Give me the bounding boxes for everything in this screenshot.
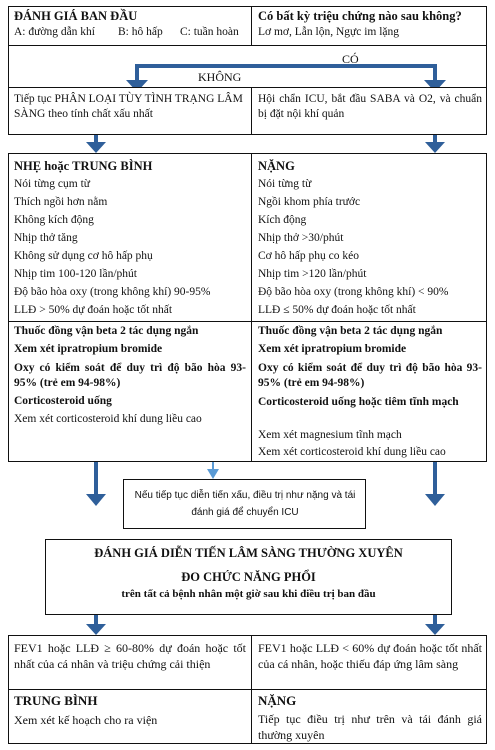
mild-to-reassess-arrow	[86, 494, 106, 506]
mild-sign: Không sử dụng cơ hô hấp phụ	[14, 250, 153, 262]
severe-sign: Cơ hô hấp phụ co kéo	[258, 250, 359, 262]
mild-title: NHẸ hoặc TRUNG BÌNH	[14, 159, 153, 173]
mild-sign: Nói từng cụm từ	[14, 178, 91, 190]
mild-divider	[8, 321, 252, 322]
severe-sign: LLĐ ≤ 50% dự đoán hoặc tốt nhất	[258, 304, 416, 316]
symptom-question: Có bất kỳ triệu chứng nào sau không?	[258, 9, 462, 23]
severe-sign: Ngồi khom phía trước	[258, 196, 361, 208]
worsening-note: Nếu tiếp tục diễn tiến xấu, điều trị như nặng và tái đánh giá để chuyển ICU	[134, 490, 356, 518]
decision-connector	[135, 64, 437, 68]
continue-classification-text: Tiếp tục PHÂN LOẠI TÙY TÌNH TRẠNG LÂM SÀNG theo tính chất xấu nhất	[14, 93, 243, 120]
initial-assessment-title: ĐÁNH GIÁ BAN ĐẦU	[14, 9, 138, 23]
severe-treatment: Xem xét magnesium tĩnh mạch	[258, 429, 402, 441]
yes-label: CÓ	[342, 52, 359, 66]
severe-treatment: Thuốc đồng vận beta 2 tác dụng ngắn	[258, 325, 443, 337]
severe-to-reassess-stem	[433, 462, 437, 498]
severe-treatment: Xem xét corticosteroid khí dung liều cao	[258, 446, 446, 458]
mild-treatment: Xem xét corticosteroid khí dung liều cao	[14, 413, 202, 425]
severe-arrow-head	[425, 142, 445, 153]
severe-sign: Nhịp thở >30/phút	[258, 232, 344, 244]
severe-title: NẶNG	[258, 159, 295, 173]
abc-airway: A: đường dẫn khí	[14, 26, 95, 38]
mild-treatment: Corticosteroid uống	[14, 395, 112, 407]
discharge-plan: Xem xét kế hoạch cho ra viện	[14, 713, 158, 727]
icu-consult-text: Hội chẩn ICU, bắt đầu SABA và O2, và chuẩn bị đặt nội khí quản	[258, 93, 482, 120]
moderate-outcome-title: TRUNG BÌNH	[14, 693, 98, 708]
mild-sign: Độ bão hòa oxy (trong không khí) 90-95%	[14, 286, 211, 298]
reassessment-note: trên tất cả bệnh nhân một giờ sau khi điều trị ban đầu	[121, 588, 376, 600]
severe-outcome-divider	[251, 689, 487, 690]
severe-sign: Nói từng từ	[258, 178, 312, 190]
mild-sign: Thích ngồi hơn nằm	[14, 196, 108, 208]
mild-treatment: Thuốc đồng vận beta 2 tác dụng ngắn	[14, 325, 199, 337]
severe-criteria: FEV1 hoặc LLĐ < 60% dự đoán hoặc tốt nhất của cá nhân, hoặc thiếu đáp ứng lâm sàng	[258, 641, 482, 671]
reassessment-title: ĐÁNH GIÁ DIỄN TIẾN LÂM SÀNG THƯỜNG XUYÊN	[94, 546, 403, 560]
moderate-outcome-divider	[8, 689, 252, 690]
continue-treatment: Tiếp tục điều trị như trên và tái đánh giá thường xuyên	[258, 712, 482, 742]
mild-sign: LLĐ > 50% dự đoán hoặc tốt nhất	[14, 304, 173, 316]
severe-treatment: Oxy có kiểm soát để duy trì độ bão hòa 93-95% (trẻ em 94-98%)	[258, 362, 482, 389]
severe-treatment: Xem xét ipratropium bromide	[258, 343, 407, 355]
mild-sign: Nhịp tim 100-120 lần/phút	[14, 268, 137, 280]
severe-sign: Độ bão hòa oxy (trong không khí) < 90%	[258, 286, 449, 298]
severe-sign: Nhịp tim >120 lần/phút	[258, 268, 367, 280]
mild-sign: Nhịp thở tăng	[14, 232, 78, 244]
to-severe-arrow	[425, 624, 445, 635]
lung-function-title: ĐO CHỨC NĂNG PHỔI	[181, 570, 316, 584]
severe-treatment: Corticosteroid uống hoặc tiêm tĩnh mạch	[258, 396, 459, 408]
no-label: KHÔNG	[198, 70, 242, 84]
mild-treatment: Oxy có kiểm soát để duy trì độ bão hòa 93-95% (trẻ em 94-98%)	[14, 362, 246, 389]
mild-treatment: Xem xét ipratropium bromide	[14, 343, 163, 355]
severe-sign: Kích động	[258, 214, 307, 226]
mild-arrow-head	[86, 142, 106, 153]
severe-outcome-title: NẶNG	[258, 693, 297, 708]
severe-to-reassess-arrow	[425, 494, 445, 506]
mild-sign: Không kích động	[14, 214, 94, 226]
moderate-criteria: FEV1 hoặc LLĐ ≥ 60-80% dự đoán hoặc tốt nhất của cá nhân và triệu chứng cải thiện	[14, 641, 246, 671]
abc-breathing: B: hô hấp	[118, 26, 163, 38]
worsening-arrow-head	[207, 469, 219, 479]
danger-symptoms: Lơ mơ, Lẫn lộn, Ngực im lặng	[258, 26, 400, 38]
severe-divider	[251, 321, 487, 322]
mild-to-reassess-stem	[94, 462, 98, 498]
abc-circulation: C: tuần hoàn	[180, 26, 239, 38]
to-moderate-arrow	[86, 624, 106, 635]
